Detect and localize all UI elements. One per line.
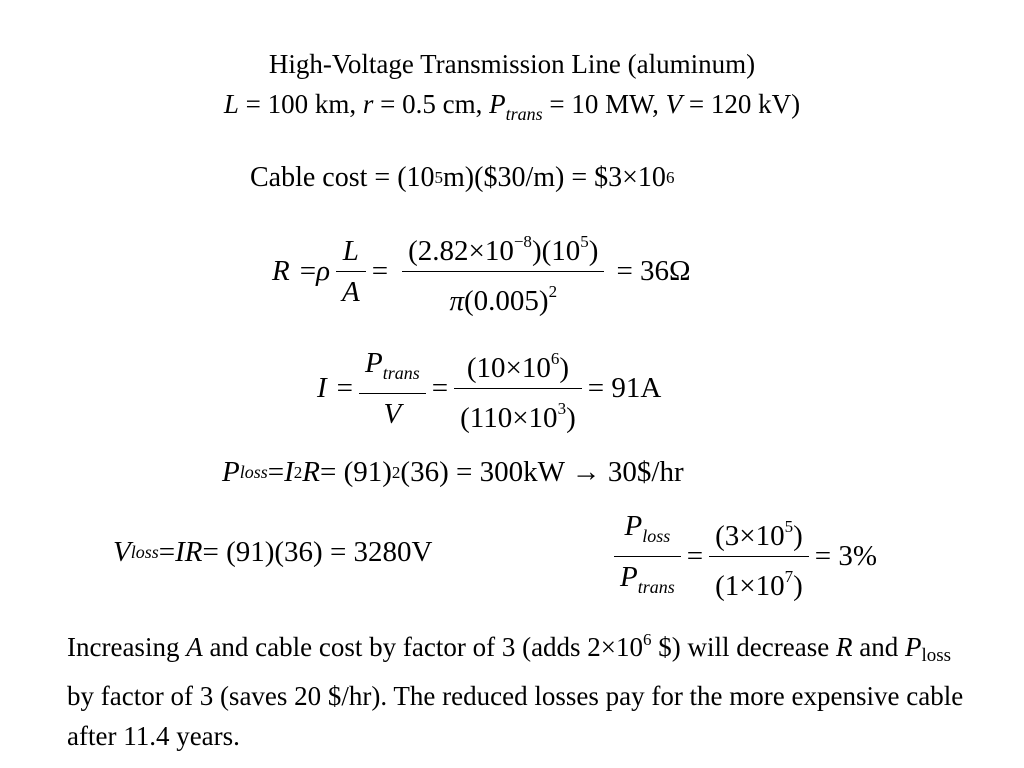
fraction-numerator: $(10\times 10^6)$	[466, 349, 570, 384]
power-subscript: trans	[505, 104, 543, 124]
equals-sign: =	[686, 540, 704, 572]
power-loss-equation: P loss = I 2 R = (91) 2 (36) = 300kW → 30$/hr	[222, 456, 684, 488]
cable-cost-exponent-2: 6	[665, 168, 675, 187]
fraction-denominator: $(110\times 10^3)$	[460, 399, 576, 434]
voltage-variable: V	[665, 89, 683, 119]
resistance-symbol: R	[272, 255, 290, 287]
current-value-fraction	[454, 343, 582, 434]
fraction-numerator: L	[342, 235, 359, 267]
current-equation	[317, 343, 661, 434]
power-over-voltage-fraction: $\frac{P_{trans}}{V}$	[359, 347, 426, 430]
length-value: = 100 km,	[238, 89, 363, 119]
fraction-numerator: $(3\times 10^5)$	[715, 517, 803, 552]
parameters-line	[0, 88, 1024, 130]
conclusion-paragraph: Increasing A and cable cost by factor of 3 (adds $2\times 10^6$ $) will decrease R and Ploss by factor of 3 (saves 20 $/hr). The reduced losses pay for the more expensive cable after 11.4 years.	[67, 630, 964, 751]
fraction-denominator: A	[342, 276, 360, 308]
power-variable: P	[489, 89, 506, 119]
cable-cost-exponent-1: 5	[434, 168, 444, 187]
voltage-loss-result: = (91)(36) = 3280V	[202, 536, 433, 568]
power-value: = 10 MW,	[542, 89, 666, 119]
current-symbol: I	[317, 372, 327, 404]
radius-value: = 0.5 cm,	[373, 89, 490, 119]
power-loss-result: (36) = 300kW → 30$/hr	[400, 456, 684, 488]
voltage-loss-equation: V loss = IR = (91)(36) = 3280V	[113, 536, 433, 568]
current-result: = 91A	[587, 372, 662, 404]
radius-variable: r	[362, 89, 374, 119]
equals-sign: =	[336, 372, 354, 404]
fraction-denominator: $(1\times 10^7)$	[715, 567, 803, 602]
fraction-denominator: V	[383, 398, 402, 430]
cable-cost-equation	[250, 162, 674, 194]
fraction-numerator: P	[365, 347, 383, 379]
power-loss-symbol: P	[222, 456, 240, 488]
length-over-area-fraction	[336, 235, 366, 308]
fraction-denominator: P	[620, 561, 638, 593]
page-title: High-Voltage Transmission Line (aluminum)	[268, 49, 756, 79]
cable-cost-label: Cable cost = (10	[250, 162, 435, 193]
loss-ratio-value-fraction	[709, 511, 809, 602]
fraction-numerator: $(2.82\times 10^{-8})(10^5)$	[408, 232, 599, 267]
resistance-value-fraction	[402, 226, 604, 317]
loss-ratio-equation	[608, 510, 877, 603]
length-variable: L	[223, 89, 239, 119]
equals-sign: =	[299, 255, 317, 287]
resistance-result: = 36Ω	[616, 255, 691, 287]
voltage-loss-symbol: V	[113, 536, 131, 568]
equals-sign: =	[431, 372, 449, 404]
fraction-numerator: P	[624, 510, 643, 542]
fraction-denominator: $\pi(0.005)^2$	[449, 282, 558, 317]
voltage-value: = 120 kV)	[682, 89, 801, 119]
loss-over-trans-fraction: $\frac{P_{loss}}{P_{trans}}$	[614, 510, 681, 603]
resistivity-symbol: ρ	[316, 255, 330, 287]
resistance-equation	[272, 226, 691, 317]
loss-ratio-result: = 3%	[814, 540, 878, 572]
cable-cost-middle: m)($30/m) = $3×10	[443, 162, 666, 193]
equals-sign: =	[371, 255, 389, 287]
